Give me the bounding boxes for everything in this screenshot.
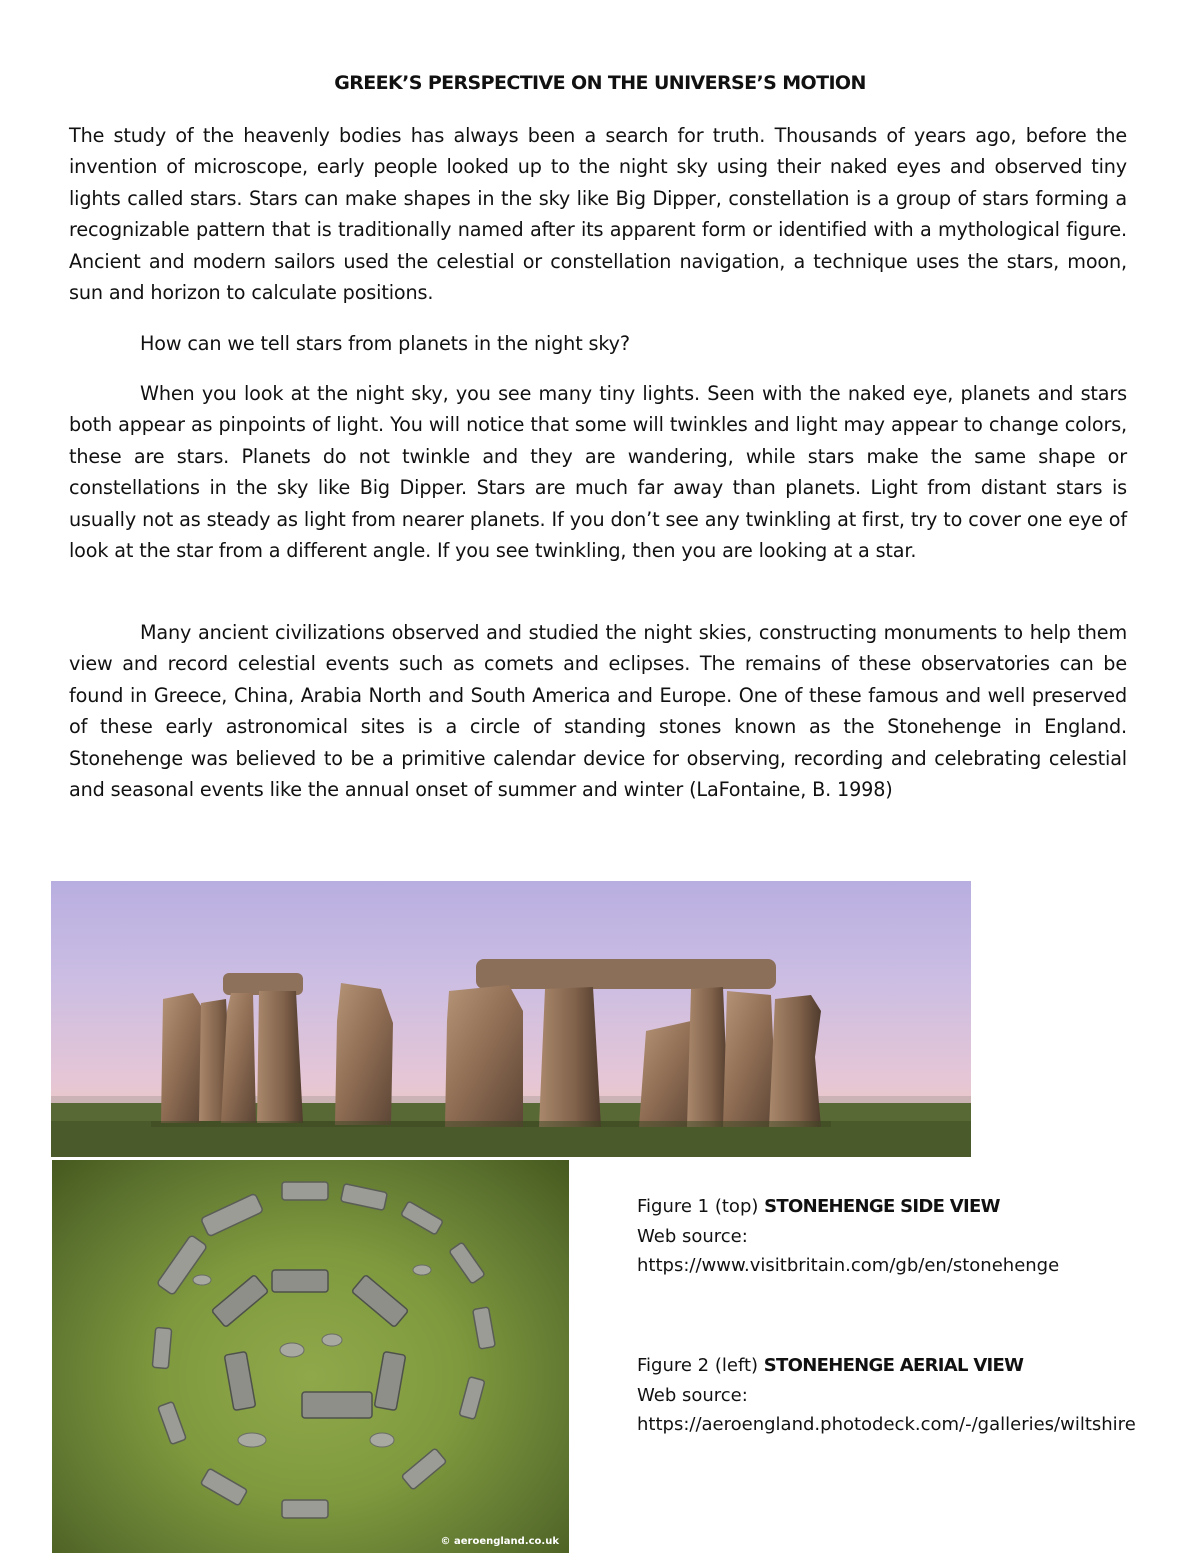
figure-1-title: STONEHENGE SIDE VIEW	[764, 1196, 1000, 1217]
figure-2-title: STONEHENGE AERIAL VIEW	[763, 1355, 1024, 1376]
figure-1-source-url[interactable]: https://www.visitbritain.com/gb/en/stonehenge	[637, 1255, 1060, 1276]
figure-2-source-label: Web source:	[637, 1384, 748, 1406]
figure-2-prefix: Figure 2 (left)	[637, 1355, 759, 1376]
figure-2-caption	[637, 1351, 1197, 1440]
stonehenge-aerial-view-image	[52, 1160, 569, 1553]
page-title: GREEK’S PERSPECTIVE ON THE UNIVERSE’S MOTION	[334, 72, 866, 94]
aerial-photo-watermark: © aeroengland.co.uk	[440, 1536, 559, 1547]
stars-planets-paragraph: When you look at the night sky, you see many tiny lights. Seen with the naked eye, planets and stars both appear as pinpoints of light. You will notice that some will twinkles and light may appear to change colors, these are stars. Planets do not twinkle and they are wandering, while stars make the same shape or constellations in the sky like Big Dipper. Stars are much far away than planets. Light from distant stars is usually not as steady as light from nearer planets. If you don’t see any twinkling at first, try to cover one eye of look at the star from a different angle. If you see twinkling, then you are looking at a star.	[69, 382, 1127, 563]
question-paragraph: How can we tell stars from planets in the night sky?	[140, 332, 630, 355]
stonehenge-aerial-illustration	[52, 1160, 569, 1553]
figure-2-source-url[interactable]: https://aeroengland.photodeck.com/-/galleries/wiltshire	[637, 1414, 1136, 1435]
civilizations-paragraph: Many ancient civilizations observed and studied the night skies, constructing monuments to help them view and record celestial events such as comets and eclipses. The remains of these observatories can be found in Greece, China, Arabia North and South America and Europe. One of these famous and well preserved of these early astronomical sites is a circle of standing stones known as the Stonehenge in England. Stonehenge was believed to be a primitive calendar device for observing, recording and celebrating celestial and seasonal events like the annual onset of summer and winter (LaFontaine, B. 1998)	[69, 621, 1127, 802]
stonehenge-side-view-image	[51, 881, 971, 1157]
figure-1-source-label: Web source:	[637, 1225, 748, 1247]
figure-1-caption	[637, 1192, 1197, 1281]
intro-paragraph: The study of the heavenly bodies has always been a search for truth. Thousands of years ago, before the invention of microscope, early people looked up to the night sky using their naked eyes and observed tiny lights called stars. Stars can make shapes in the sky like Big Dipper, constellation is a group of stars forming a recognizable pattern that is traditionally named after its apparent form or identified with a mythological figure. Ancient and modern sailors used the celestial or constellation navigation, a technique uses the stars, moon, sun and horizon to calculate positions.	[69, 124, 1127, 305]
stonehenge-side-view-illustration	[51, 881, 971, 1157]
figure-1-prefix: Figure 1 (top)	[637, 1196, 759, 1217]
